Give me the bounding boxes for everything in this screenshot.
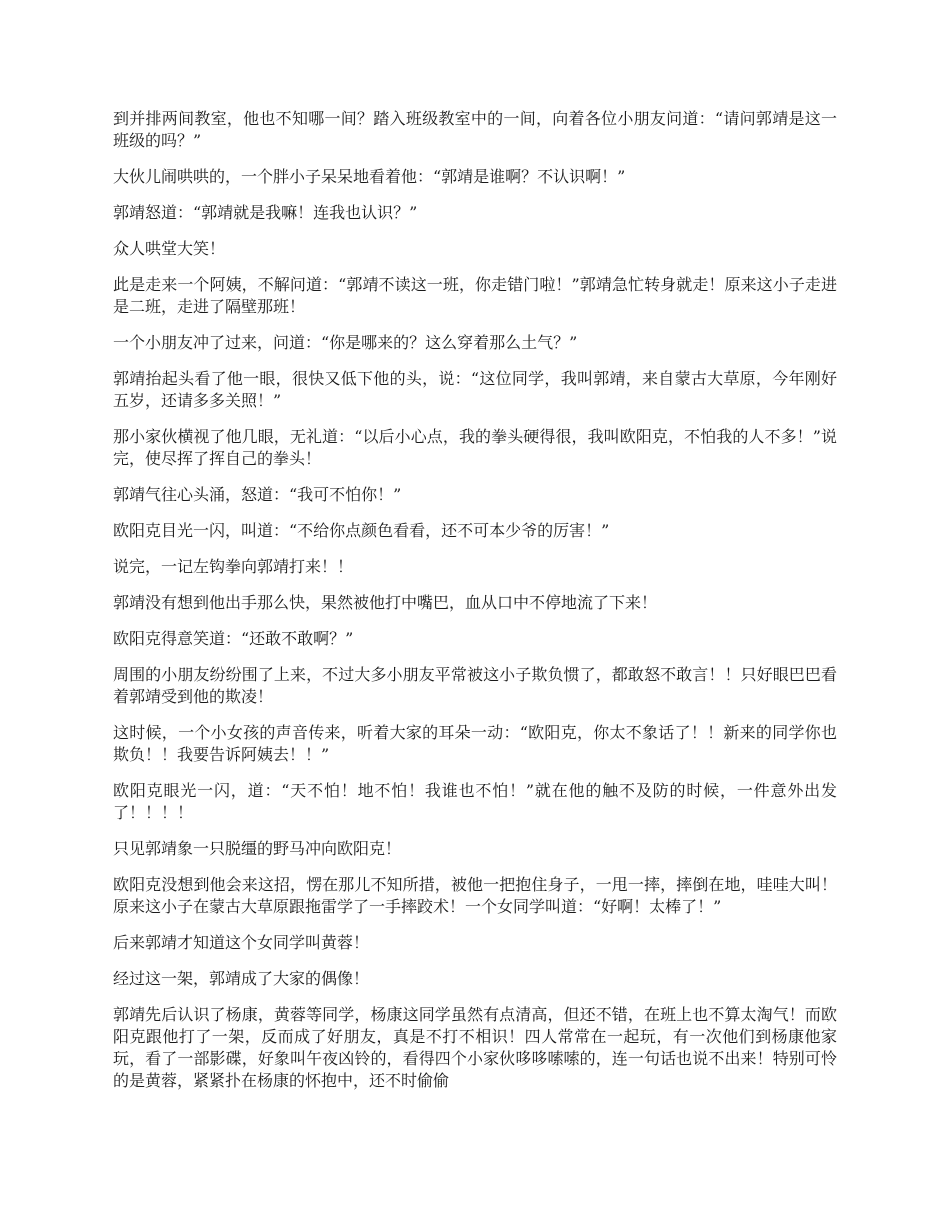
paragraph: 欧阳克得意笑道：“还敢不敢啊？” xyxy=(113,629,354,648)
paragraph: 郭靖气往心头涌，怒道：“我可不怕你！” xyxy=(113,485,402,504)
paragraph: 大伙儿闹哄哄的，一个胖小子呆呆地看着他：“郭靖是谁啊？不认识啊！” xyxy=(113,167,626,186)
paragraph: 到并排两间教室，他也不知哪一间？踏入班级教室中的一间，向着各位小朋友问道：“请问郭靖是这一班级的吗？” xyxy=(113,109,837,150)
paragraph: 经过这一架，郭靖成了大家的偶像！ xyxy=(113,969,370,988)
paragraph: 只见郭靖象一只脱缰的野马冲向欧阳克！ xyxy=(113,839,402,858)
paragraph: 一个小朋友冲了过来，问道：“你是哪来的？这么穿着那么土气？” xyxy=(113,333,578,352)
paragraph: 郭靖抬起头看了他一眼，很快又低下他的头，说：“这位同学，我叫郭靖，来自蒙古大草原，今年刚好五岁，还请多多关照！” xyxy=(113,369,837,410)
paragraph: 周围的小朋友纷纷围了上来，不过大多小朋友平常被这小子欺负惯了，都敢怒不敢言！！只好眼巴巴看着郭靖受到他的欺凌！ xyxy=(113,665,837,706)
paragraph: 欧阳克目光一闪，叫道：“不给你点颜色看看，还不可本少爷的厉害！” xyxy=(113,521,610,540)
document-body xyxy=(113,108,837,1106)
paragraph: 众人哄堂大笑！ xyxy=(113,239,226,258)
paragraph: 这时候，一个小女孩的声音传来，听着大家的耳朵一动：“欧阳克，你太不象话了！！新来的同学你也欺负！！我要告诉阿姨去！！” xyxy=(113,723,837,764)
paragraph: 后来郭靖才知道这个女同学叫黄蓉！ xyxy=(113,933,370,952)
paragraph: 郭靖先后认识了杨康，黄蓉等同学，杨康这同学虽然有点清高，但还不错，在班上也不算太淘气！而欧阳克跟他打了一架，反而成了好朋友，真是不打不相识！四人常常在一起玩，有一次他们到杨康他家玩，看了一部影碟，好象叫午夜凶铃的，看得四个小家伙哆哆嗦嗦的，连一句话也说不出来！特别可怜的是黄蓉，紧紧扑在杨康的怀抱中，还不时偷偷 xyxy=(113,1005,837,1090)
paragraph: 此是走来一个阿姨，不解问道：“郭靖不读这一班，你走错门啦！”郭靖急忙转身就走！原来这小子走进是二班，走进了隔壁那班！ xyxy=(113,275,837,316)
paragraph: 那小家伙横视了他几眼，无礼道：“以后小心点，我的拳头硬得很，我叫欧阳克，不怕我的人不多！”说完，使尽挥了挥自己的拳头！ xyxy=(113,427,837,468)
paragraph: 郭靖没有想到他出手那么快，果然被他打中嘴巴，血从口中不停地流了下来！ xyxy=(113,593,658,612)
paragraph: 欧阳克眼光一闪，道：“天不怕！地不怕！我谁也不怕！”就在他的触不及防的时候，一件意外出发了！！！！ xyxy=(113,781,837,822)
paragraph: 欧阳克没想到他会来这招，愣在那儿不知所措，被他一把抱住身子，一甩一摔，摔倒在地，哇哇大叫！原来这小子在蒙古大草原跟拖雷学了一手摔跤术！一个女同学叫道：“好啊！太棒了！” xyxy=(113,875,837,916)
paragraph: 郭靖怒道：“郭靖就是我嘛！连我也认识？” xyxy=(113,203,418,222)
paragraph: 说完，一记左钩拳向郭靖打来！！ xyxy=(113,557,354,576)
